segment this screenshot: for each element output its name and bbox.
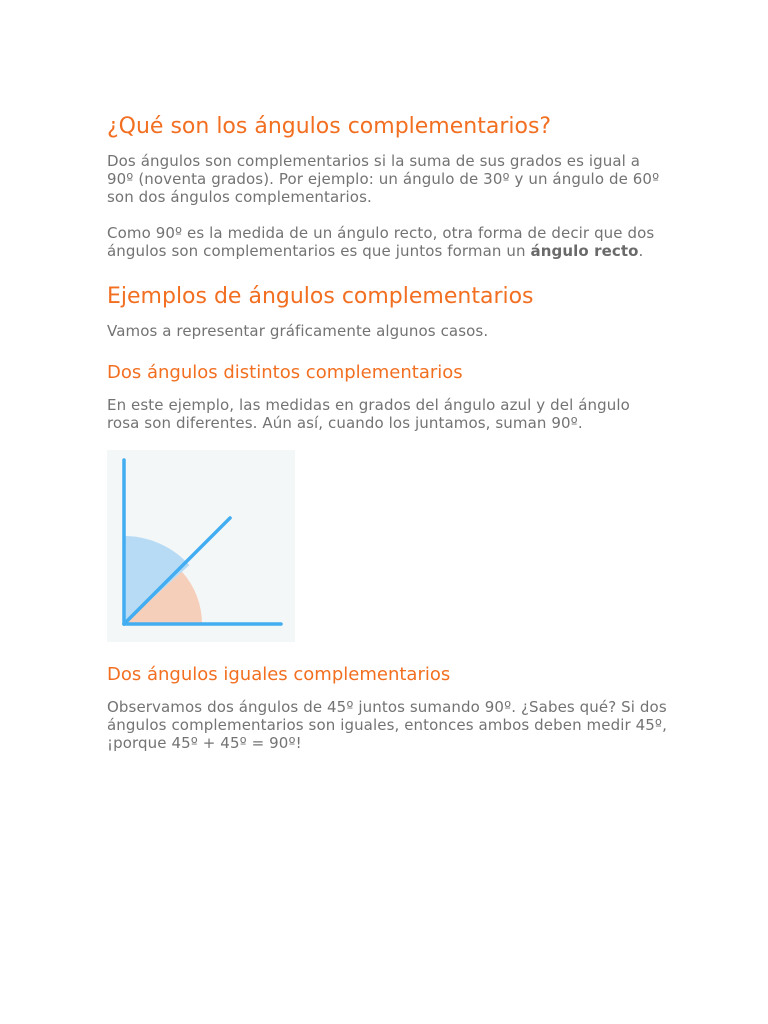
heading-examples: Ejemplos de ángulos complementarios (107, 284, 534, 309)
complementary-angles-figure (107, 450, 295, 642)
article-content (107, 112, 667, 752)
paragraph-definition: Dos ángulos son complementarios si la suma de sus grados es igual a 90º (noventa grados). Por ejemplo: un ángulo de 30º y un ángulo de 60º son dos ángulos complementarios. (107, 152, 660, 206)
paragraph-examples-intro: Vamos a representar gráficamente algunos casos. (107, 322, 489, 340)
paragraph-equal-angles: Observamos dos ángulos de 45º juntos sumando 90º. ¿Sabes qué? Si dos ángulos complementarios son iguales, entonces ambos deben medir 45º, ¡porque 45º + 45º = 90º! (107, 698, 667, 752)
heading-what-are-complementary-angles: ¿Qué son los ángulos complementarios? (107, 114, 552, 139)
paragraph-right-angle-text: Como 90º es la medida de un ángulo recto, otra forma de decir que dos ángulos son complementarios es que juntos forman un (107, 224, 655, 260)
heading-equal-angles: Dos ángulos iguales complementarios (107, 664, 451, 685)
paragraph-different-angles: En este ejemplo, las medidas en grados del ángulo azul y del ángulo rosa son diferentes. Aún así, cuando los juntamos, suman 90º. (107, 396, 630, 432)
paragraph-right-angle (107, 224, 667, 260)
paragraph-right-angle-end: . (638, 242, 644, 260)
angle-diagram (107, 450, 295, 642)
bold-right-angle: ángulo recto (530, 242, 639, 260)
heading-different-angles: Dos ángulos distintos complementarios (107, 362, 463, 383)
